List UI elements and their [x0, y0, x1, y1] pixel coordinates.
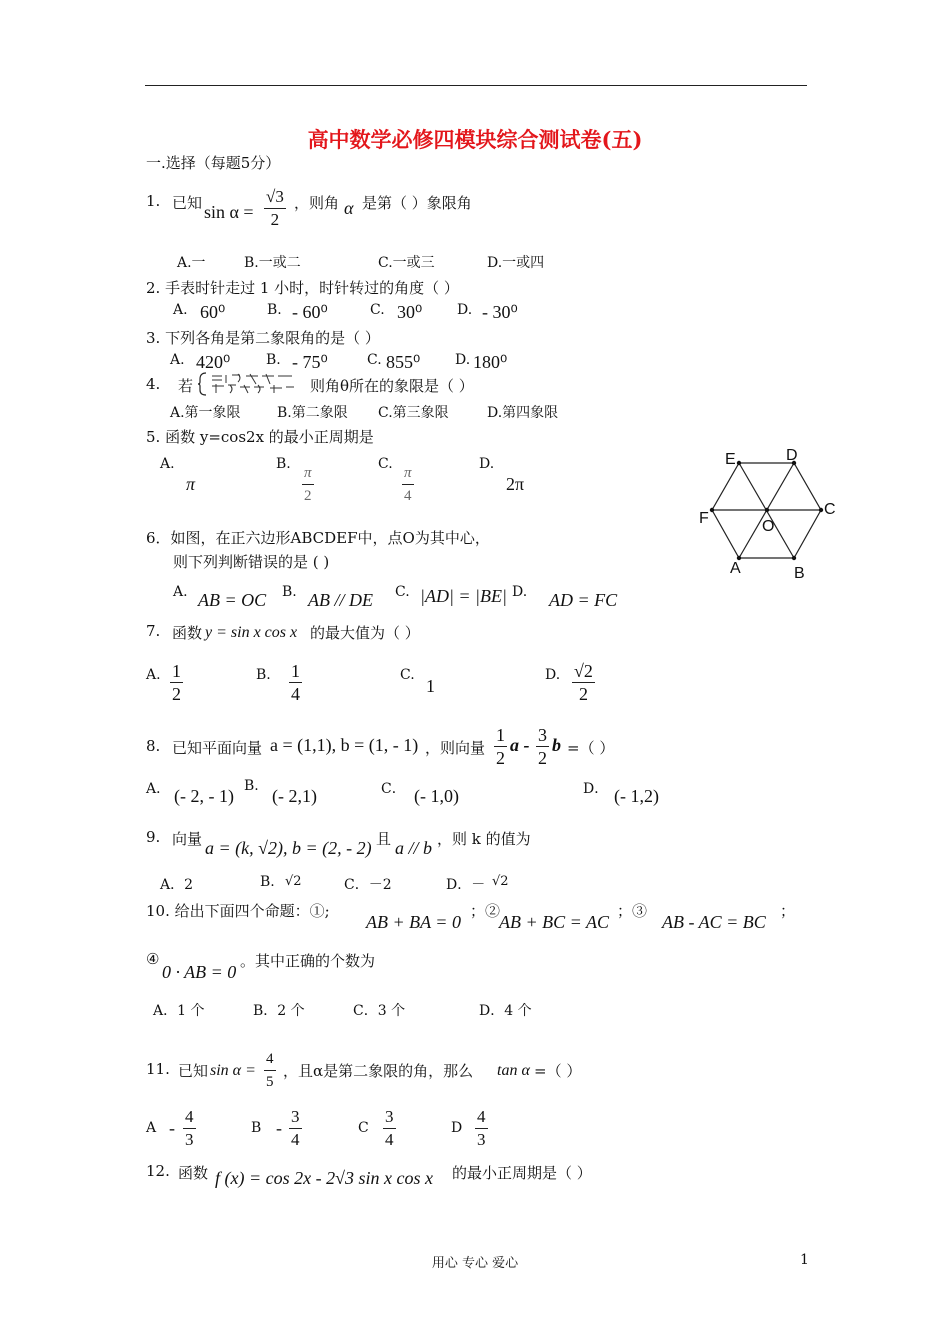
option-a: A.一: [177, 255, 206, 271]
option-c: 1: [426, 676, 435, 696]
option-d: - 30⁰: [482, 302, 518, 322]
fraction: $\frac{√3}{2}$: [266, 187, 284, 229]
option-a: 420⁰: [196, 352, 231, 372]
label-a: A: [730, 560, 741, 577]
option-d: D.一或四: [487, 255, 545, 271]
option-b: AB // DE: [308, 590, 373, 610]
proposition-4: 0 · AB = 0: [162, 962, 237, 982]
fraction: $\frac{1}{2}$: [496, 725, 505, 768]
option-a: (- 2, - 1): [174, 786, 234, 806]
section-heading: 一.选择（每题5分）: [146, 154, 281, 172]
math-expr: a // b: [395, 838, 433, 858]
hexagon-figure: [690, 440, 850, 590]
option-a: A．1 个: [153, 1003, 205, 1019]
option-d: 180⁰: [473, 352, 508, 372]
option-a: 60⁰: [200, 302, 226, 322]
label-o: O: [762, 518, 775, 535]
option-b: $\frac{1}{4}$: [291, 661, 300, 704]
option-b: - 60⁰: [292, 302, 328, 322]
option-c: $\frac{3}{4}$: [385, 1107, 394, 1149]
option-c: C.第三象限: [378, 405, 449, 421]
label-f: F: [699, 510, 709, 527]
math-expr: tan α: [497, 1062, 530, 1079]
option-a: A.第一象限: [170, 405, 241, 421]
option-b: - 75⁰: [292, 352, 328, 372]
option-d: D．4 个: [479, 1003, 532, 1019]
option-a: AB = OC: [198, 590, 267, 610]
option-d: 2π: [506, 474, 525, 494]
option-a: A．2: [160, 877, 194, 893]
option-a: $\frac{4}{3}$: [185, 1107, 194, 1149]
option-b: B．2 个: [253, 1003, 305, 1019]
option-a: π: [186, 474, 196, 494]
option-c: (- 1,0): [414, 786, 459, 806]
math-expr: y = sin x cos x: [205, 624, 298, 641]
option-c: $\frac{\pi}{4}$: [402, 462, 414, 507]
label-c: C: [824, 501, 836, 518]
label-d: D: [786, 447, 798, 464]
proposition-1: AB + BA = 0: [366, 912, 461, 932]
option-c: C．－2: [344, 877, 392, 893]
garbled-condition-graphic: [198, 370, 298, 398]
math-expr: a = (1,1), b = (1, - 1): [270, 735, 419, 755]
fraction: $\frac{3}{2}$: [538, 725, 547, 768]
option-b: $\frac{3}{4}$: [291, 1107, 300, 1149]
page-number: 1: [800, 1252, 809, 1268]
math-expr: f (x) = cos 2x - 2√3 sin x cos x: [215, 1168, 433, 1188]
option-d: (- 1,2): [614, 786, 659, 806]
option-c: C．3 个: [353, 1003, 406, 1019]
option-d: $\frac{√2}{2}$: [574, 661, 593, 704]
option-b: B.一或二: [244, 255, 301, 271]
option-c: 855⁰: [386, 352, 421, 372]
option-d: √2: [492, 874, 509, 889]
footer-text: 用心 专心 爱心: [431, 1256, 519, 1271]
option-b: √2: [285, 874, 302, 889]
proposition-3: AB - AC = BC: [662, 912, 766, 932]
option-b: (- 2,1): [272, 786, 317, 806]
option-c: |AD| = |BE|: [420, 586, 507, 606]
proposition-2: AB + BC = AC: [499, 912, 609, 932]
option-d: $\frac{4}{3}$: [477, 1107, 486, 1149]
math-expr: a = (k, √2), b = (2, - 2): [205, 838, 372, 858]
option-a: $\frac{1}{2}$: [172, 661, 181, 704]
math-expr: sin α =: [204, 202, 254, 222]
option-b: $\frac{\pi}{2}$: [302, 462, 314, 507]
fraction: $\frac{4}{5}$: [264, 1048, 276, 1093]
option-c: C.一或三: [378, 255, 435, 271]
math-expr: sin α =: [210, 1062, 256, 1079]
option-b: B.第二象限: [277, 405, 348, 421]
label-e: E: [725, 451, 736, 468]
option-d: D.第四象限: [487, 405, 559, 421]
option-d: AD = FC: [549, 590, 618, 610]
page-title: 高中数学必修四模块综合测试卷(五): [307, 127, 643, 152]
label-b: B: [794, 565, 805, 582]
top-rule: [145, 85, 807, 86]
option-c: 30⁰: [397, 302, 423, 322]
